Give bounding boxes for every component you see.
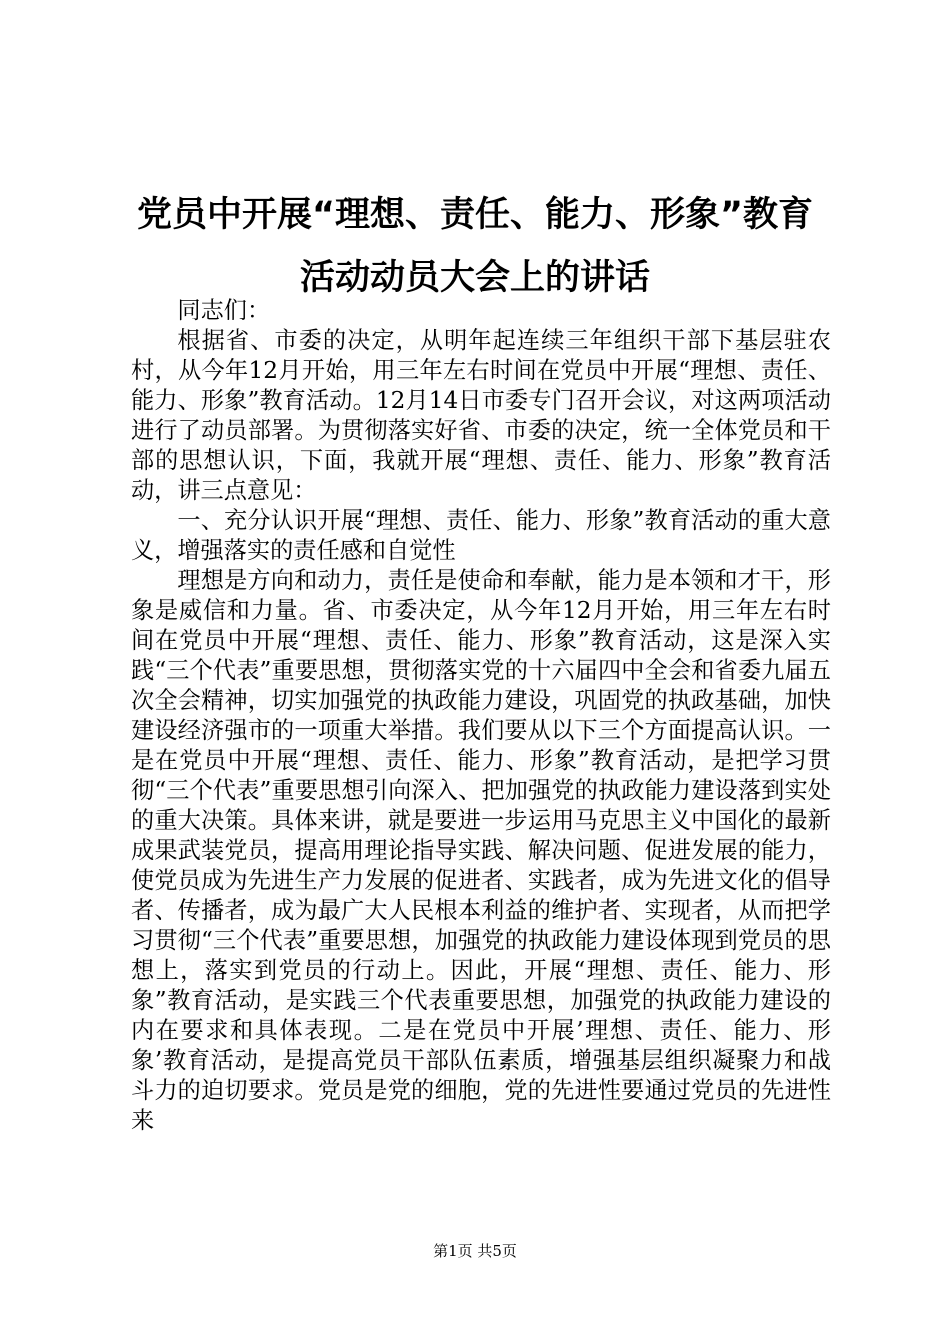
title-line-1: 党员中开展“理想、责任、能力、形象”教育 bbox=[136, 195, 813, 235]
section-heading-1: 一、充分认识开展“理想、责任、能力、形象”教育活动的重大意义，增强落实的责任感和自觉性 bbox=[131, 507, 831, 564]
paragraph-intro: 根据省、市委的决定，从明年起连续三年组织干部下基层驻农村，从今年12月开始，用三年左右时间在党员中开展“理想、责任、能力、形象”教育活动。12月14日市委专门召开会议，对这两项活动进行了动员部署。为贯彻落实好省、市委的决定，统一全体党员和干部的思想认识，下面，我就开展“理想、责任、能力、形象”教育活动，讲三点意见： bbox=[131, 327, 831, 504]
page-footer: 第1页 共5页 bbox=[433, 1242, 517, 1260]
paragraph-section-1: 理想是方向和动力，责任是使命和奉献，能力是本领和才干，形象是威信和力量。省、市委决定，从今年12月开始，用三年左右时间在党员中开展“理想、责任、能力、形象”教育活动，这是深入实践“三个代表”重要思想，贯彻落实党的十六届四中全会和省委九届五次全会精神，切实加强党的执政能力建设，巩固党的执政基础，加快建设经济强市的一项重大举措。我们要从以下三个方面提高认识。一是在党员中开展“理想、责任、能力、形象”教育活动，是把学习贯彻“三个代表”重要思想引向深入、把加强党的执政能力建设落到实处的重大决策。具体来讲，就是要进一步运用马克思主义中国化的最新成果武装党员，提高用理论指导实践、解决问题、促进发展的能力，使党员成为先进生产力发展的促进者、实践者，成为先进文化的倡导者、传播者，成为最广大人民根本利益的维护者、实现者，从而把学习贯彻“三个代表”重要思想，加强党的执政能力建设体现到党员的思想上，落实到党员的行动上。因此，开展“理想、责任、能力、形象”教育活动，是实践三个代表重要思想，加强党的执政能力建设的内在要求和具体表现。二是在党员中开展’理想、责任、能力、形象’教育活动，是提高党员干部队伍素质，增强基层组织凝聚力和战斗力的迫切要求。党员是党的细胞，党的先进性要通过党员的先进性来 bbox=[131, 567, 831, 1134]
document-title bbox=[110, 184, 840, 310]
document-body bbox=[131, 296, 831, 1136]
title-line-2: 活动动员大会上的讲话 bbox=[299, 258, 650, 298]
salutation: 同志们： bbox=[177, 297, 271, 324]
